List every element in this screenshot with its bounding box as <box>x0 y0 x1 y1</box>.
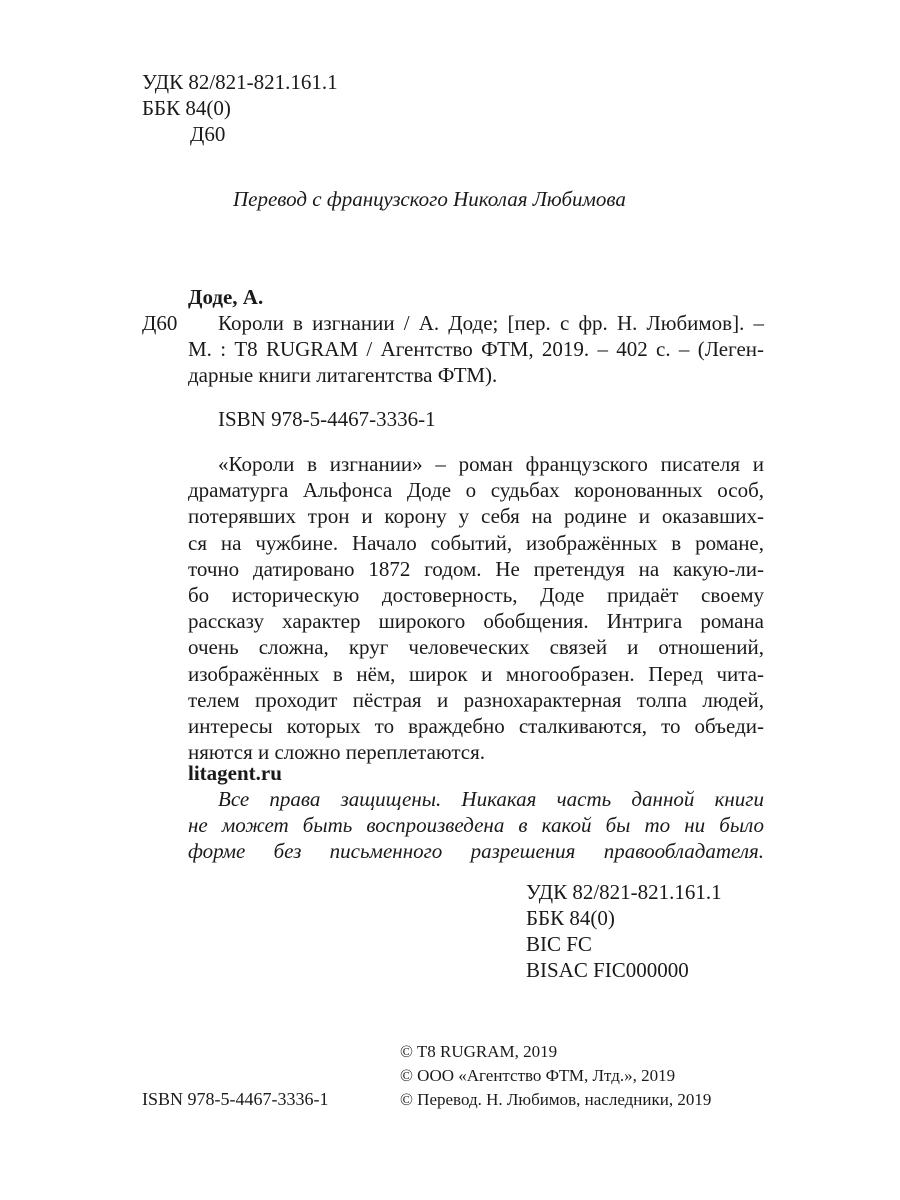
udk-bottom: УДК 82/821-821.161.1 <box>526 880 722 904</box>
copyright-line: © Перевод. Н. Любимов, наследники, 2019 <box>400 1090 712 1109</box>
bic-bottom: BIC FC <box>526 932 592 956</box>
author-heading: Доде, А. <box>188 285 264 309</box>
annotation-line: изображённых в нём, широк и многообразен. Перед чита- <box>188 661 764 686</box>
annotation-line: точно датировано 1872 годом. Не претендуя на какую-ли- <box>188 556 764 581</box>
isbn-card: ISBN 978-5-4467-3336-1 <box>218 407 436 431</box>
rights-line: Все права защищены. Никакая часть данной книги <box>218 787 764 811</box>
annotation-line: телем проходит пёстрая и разнохарактерная толпа людей, <box>188 687 764 712</box>
annotation-line: няются и сложно переплетаются. <box>188 740 485 765</box>
bisac-bottom: BISAC FIC000000 <box>526 958 689 982</box>
bbk-top: ББК 84(0) <box>142 96 231 120</box>
description-line: М. : Т8 RUGRAM / Агентство ФТМ, 2019. – 402 с. – (Леген- <box>188 337 764 361</box>
udk-top: УДК 82/821-821.161.1 <box>142 70 338 94</box>
translation-note: Перевод с французского Николая Любимова <box>233 187 626 211</box>
rights-line: форме без письменного разрешения правообладателя. <box>188 839 764 863</box>
annotation-line: интересы которых то враждебно сталкиваются, то объеди- <box>188 714 764 738</box>
copyright-line: © T8 RUGRAM, 2019 <box>400 1042 558 1061</box>
annotation-line: ся на чужбине. Начало событий, изображённых в романе, <box>188 530 764 555</box>
description-line: дарные книги литагентства ФТМ). <box>188 363 498 387</box>
isbn-footer: ISBN 978-5-4467-3336-1 <box>142 1089 329 1109</box>
description-line: Короли в изгнании / А. Доде; [пер. с фр. Н. Любимов]. – <box>218 311 764 335</box>
bbk-bottom: ББК 84(0) <box>526 906 615 930</box>
copyright-line: © ООО «Агентство ФТМ, Лтд.», 2019 <box>400 1066 676 1085</box>
annotation-line: очень сложна, круг человеческих связей и отношений, <box>188 635 764 660</box>
annotation-line: «Короли в изгнании» – роман французского писателя и <box>218 452 764 476</box>
annotation-line: потерявших трон и корону у себя на родине и оказавших- <box>188 504 764 529</box>
rights-line: не может быть воспроизведена в какой бы то ни было <box>188 813 764 837</box>
annotation-line: рассказу характер широкого обобщения. Интрига романа <box>188 609 764 634</box>
author-mark-top: Д60 <box>190 122 226 146</box>
author-mark: Д60 <box>142 311 178 335</box>
annotation-line: драматурга Альфонса Доде о судьбах коронованных особ, <box>188 478 764 503</box>
site-link[interactable]: litagent.ru <box>188 761 282 785</box>
annotation-line: бо историческую достоверность, Доде придаёт своему <box>188 583 764 607</box>
